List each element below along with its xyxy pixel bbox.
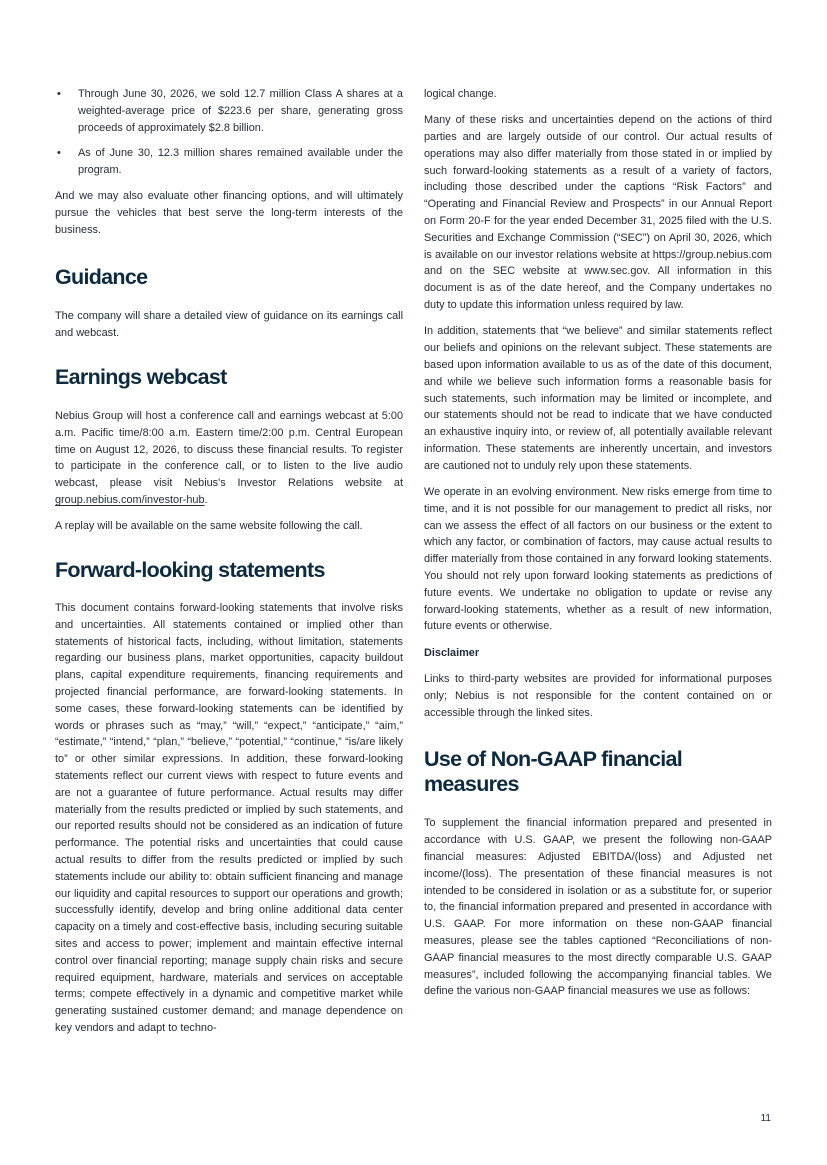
beliefs-paragraph: In addition, statements that “we believe” and similar statements reflect our beliefs and opinions on the relevant subject. These statements are based upon information available to us as of the date of this document, and while we believe such information forms a reasonable basis for such statements, such information may be limited or incomplete, and our statements should not be read to indicate that we have conducted an exhaustive inquiry into, or review of, all potentially available relevant information. These statements are inherently uncertain, and investors are cautioned not to unduly rely upon these statements. [424, 325, 772, 472]
non-gaap-heading: Use of Non-GAAP financial measures [424, 747, 683, 797]
risks-paragraph: Many of these risks and uncertainties depend on the actions of third parties and are largely outside of our control. Our actual results of operations may also differ materially from those stated in or implied by such forward-looking statements as a result of a variety of factors, including those described under the captions “Risk Factors” and “Operating and Financial Review and Prospects” in our Annual Report on Form 20-F for the year ended December 31, 2025 filed with the U.S. Securities and Exchange Commission (“SEC”) on April 30, 2026, which is available on our investor relations website at https://group.nebius.com and on the SEC website at www.sec.gov. All information in this document is as of the date hereof, and the Company undertakes no duty to update this information unless required by law. [424, 114, 772, 312]
webcast-paragraph [55, 408, 403, 509]
bullet-text: As of June 30, 12.3 million shares remained available under the program. [78, 147, 403, 177]
webcast-heading: Earnings webcast [55, 364, 227, 389]
webcast-text: Nebius Group will host a conference call and earnings webcast at 5:00 a.m. Pacific time/8:00 a.m. Eastern time/2:00 p.m. Central European time on August 12, 2026, to discuss these financial results. To register to participate in the conference call, or to listen to the live audio webcast, please visit Nebius's Investor Relations website at [55, 409, 403, 490]
bullet-icon: • [57, 88, 61, 100]
forward-looking-heading: Forward-looking statements [55, 558, 325, 583]
bullet-icon: • [57, 147, 61, 160]
replay-paragraph: A replay will be available on the same website following the call. [55, 520, 363, 533]
bullet-text: Through June 30, 2026, we sold 12.7 million Class A shares at a weighted-average price of $223.6 per share, generating gross proceeds of approximately $2.8 billion. [78, 88, 403, 134]
page-number: 11 [760, 1113, 771, 1124]
investor-hub-link[interactable]: group.nebius.com/investor-hub [55, 493, 205, 506]
bullet-item [55, 145, 403, 179]
disclaimer-heading: Disclaimer [424, 646, 480, 659]
bullet-list [55, 86, 403, 179]
guidance-heading: Guidance [55, 265, 148, 290]
guidance-paragraph: The company will share a detailed view of guidance on its earnings call and webcast. [55, 310, 403, 340]
financing-paragraph: And we may also evaluate other financing options, and will ultimately pursue the vehicles that best serve the long-term interests of the business. [55, 189, 403, 236]
environment-paragraph: We operate in an evolving environment. New risks emerge from time to time, and it is not possible for our management to predict all risks, nor can we assess the effect of all factors on our business or the extent to which any factor, or combination of factors, may cause actual results to differ materially from those contained in any forward looking statements. You should not rely upon forward looking statements as predictions of future events. We undertake no obligation to update or revise any forward-looking statements, whether as a result of new information, future events or otherwise. [424, 486, 772, 633]
continuation-text: logical change. [424, 88, 497, 100]
right-column [424, 86, 772, 1010]
non-gaap-paragraph: To supplement the financial information prepared and presented in accordance with U.S. GAAP, we present the following non-GAAP financial measures: Adjusted EBITDA/(loss) and Adjusted net income/(loss). The presentation of these financial measures is not intended to be considered in isolation or as a substitute for, or superior to, the financial information prepared and presented in accordance with U.S. GAAP. For more information on these non-GAAP financial measures, please see the tables captioned “Reconciliations of non-GAAP financial measures to the most directly comparable U.S. GAAP measures”, included following the accompanying financial tables. We define the various non-GAAP financial measures we use as follows: [424, 817, 772, 998]
bullet-item [55, 86, 403, 136]
disclaimer-paragraph: Links to third-party websites are provided for informational purposes only; Nebius is not responsible for the content contained on or accessible through the linked sites. [424, 673, 772, 719]
forward-looking-paragraph: This document contains forward-looking statements that involve risks and uncertainties. All statements contained or implied other than statements of historical facts, including, without limitation, statements regarding our business plans, market opportunities, capacity buildout plans, capital expenditure requirements, financing requirements and projected financial performance, are forward-looking statements. In some cases, these forward-looking statements can be identified by words or phrases such as “may,” “will,” “expect,” “anticipate,” “aim,” “estimate,” “intend,” “plan,” “believe,” “potential,” “continue,” “is/are likely to” or other similar expressions. In addition, these forward-looking statements reflect our current views with respect to future events and are not a guarantee of future performance. Actual results may differ materially from the results predicted or implied by such statements, and our reported results should not be considered as an indication of future performance. The potential risks and uncertainties that could cause actual results to differ from the results predicted or implied by such statements include our ability to: obtain sufficient financing and manage our liquidity and capital resources to support our operations and growth; successfully identify, develop and bring online additional data center capacity on a timely and cost-effective basis, including securing suitable sites and access to power; implement and maintain effective internal control over financial reporting; manage supply chain risks and secure required equipment, hardware, materials and services on acceptable terms; compete effectively in a dynamic and competitive market while generating sustained customer demand; and manage dependence on key vendors and adapt to techno- [55, 602, 403, 1034]
webcast-text-end: . [204, 493, 208, 506]
left-column [55, 86, 403, 1046]
